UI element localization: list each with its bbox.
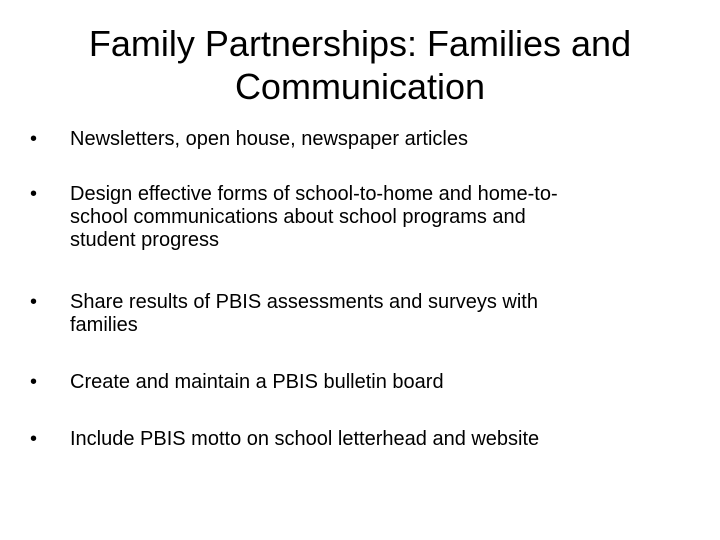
bullet-text: [70, 128, 680, 151]
bullet-icon: •: [30, 291, 38, 313]
bullet-line: Include PBIS motto on school letterhead and website: [70, 428, 540, 450]
slide-title-line-1: Family Partnerships: Families and: [88, 23, 632, 64]
bullet-line: school communications about school programs and: [70, 206, 526, 228]
bullet-icon: •: [30, 128, 38, 150]
bullet-item-pbis-motto: [30, 428, 680, 451]
bullet-text: [70, 183, 680, 252]
bullet-line: families: [70, 314, 138, 336]
bullet-icon: •: [30, 371, 38, 393]
slide-title-line-2: Communication: [234, 66, 486, 107]
bullet-item-newsletters: [30, 128, 680, 151]
bullet-icon: •: [30, 183, 38, 205]
bullet-item-bulletin-board: [30, 371, 680, 394]
bullet-item-share-results: [30, 291, 680, 337]
bullet-line: Share results of PBIS assessments and surveys with: [70, 291, 538, 313]
bullet-item-design-communications: [30, 183, 680, 252]
bullet-text: [70, 371, 680, 394]
bullet-text: [70, 428, 680, 451]
bullet-line: student progress: [70, 229, 219, 251]
bullet-text: [70, 291, 680, 337]
bullet-icon: •: [30, 428, 38, 450]
bullet-line: Create and maintain a PBIS bulletin board: [70, 371, 444, 393]
slide-title: [40, 22, 680, 108]
bullet-line: Newsletters, open house, newspaper articles: [70, 128, 468, 150]
bullet-line: Design effective forms of school-to-home and home-to-: [70, 183, 558, 205]
